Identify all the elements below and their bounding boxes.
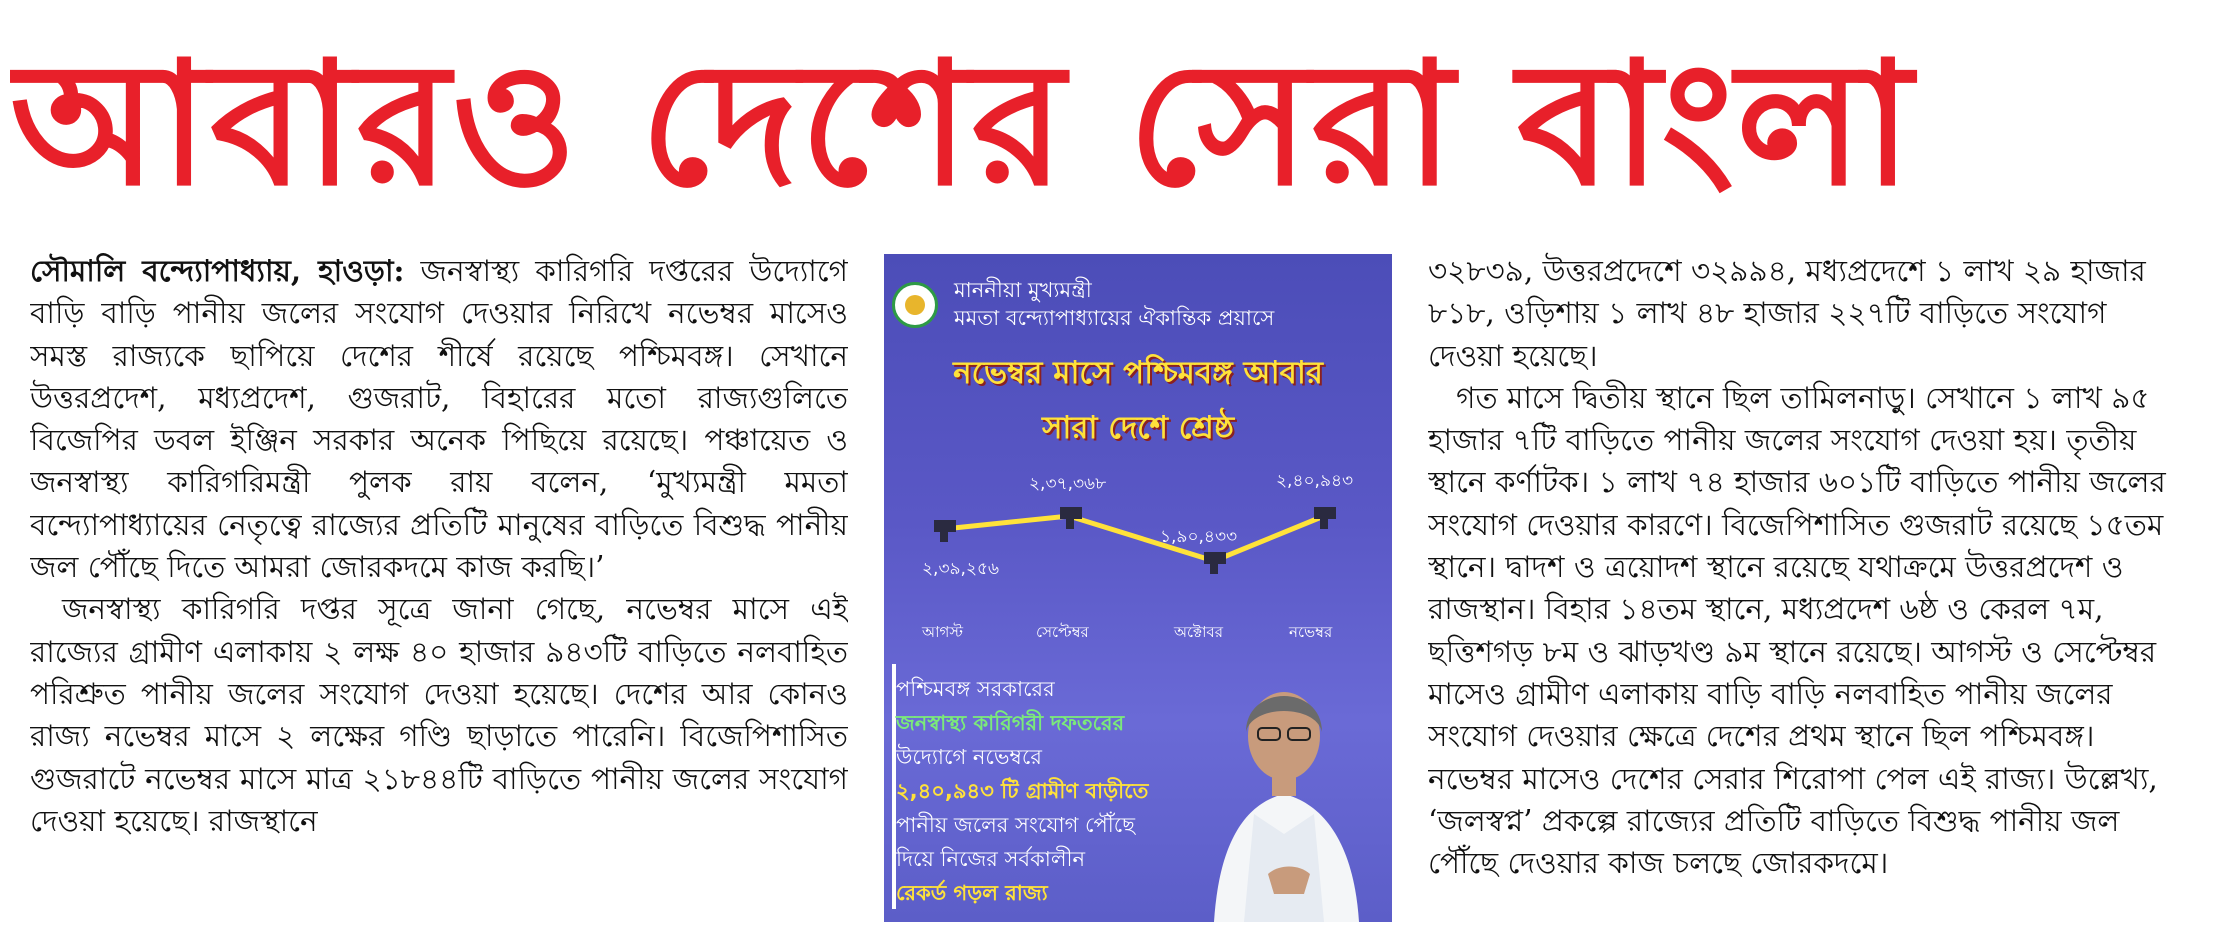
paragraph-2: জনস্বাস্থ্য কারিগরি দপ্তর সূত্রে জানা গেছে, নভেম্বর মাসে এই রাজ্যের গ্রামীণ এলাকায় ২ লক্ষ ৪০ হাজার ৯৪৩টি বাড়িতে নলবাহিত পরিশ্রুত পানীয় জলের সংযোগ দেওয়া হয়েছে। দেশের আর কোনও রাজ্য নভেম্বর মাসে ২ লক্ষের গণ্ডি ছাড়াতে পারেনি। বিজেপিশাসিত গুজরাটে নভেম্বর মাসে মাত্র ২১৮৪৪টি বাড়িতে পানীয় জলের সংযোগ দেওয়া হয়েছে। রাজস্থানে	[30, 592, 848, 838]
bullet-line-4: ২,৪০,৯৪৩ টি গ্রামীণ বাড়ীতে	[896, 779, 1149, 803]
trend-month-2: সেপ্টেম্বর	[1036, 623, 1089, 641]
bullet-line-7: রেকর্ড গড়ল রাজ্য	[896, 881, 1048, 905]
poster-line1: মাননীয়া মুখ্যমন্ত্রী	[954, 278, 1092, 302]
byline: সৌমালি বন্দ্যোপাধ্যায়, হাওড়া:	[30, 253, 405, 288]
infographic-poster	[884, 254, 1392, 922]
poster-heading-1: নভেম্বর মাসে পশ্চিমবঙ্গ আবার	[953, 355, 1323, 391]
bullet-line-3: উদ্যোগে নভেম্বরে	[896, 745, 1042, 769]
tap-icon-1	[934, 520, 956, 542]
monthly-connections-trend	[884, 454, 1392, 654]
headline: আবারও দেশের সেরা বাংলা	[10, 26, 1915, 224]
right-line-11: মাসেও গ্রামীণ এলাকায় বাড়ি বাড়ি নলবাহিত পানীয় জলের	[1428, 676, 2113, 711]
right-line-6: স্থানে কর্ণাটক। ১ লাখ ৭৪ হাজার ৬০১টি বাড়িতে পানীয় জলের	[1428, 465, 2166, 500]
trend-value-1: ২,৩৯,২৫৬	[922, 559, 1000, 579]
tap-icon-2	[1060, 507, 1082, 529]
trend-value-3: ১,৯০,৪৩৩	[1160, 527, 1238, 547]
paragraph-1-text: জনস্বাস্থ্য কারিগরি দপ্তরের উদ্যোগে বাড়ি বাড়ি পানীয় জলের সংযোগ দেওয়ার নিরিখে নভেম্বর মাসেও সমস্ত রাজ্যকে ছাপিয়ে দেশের শীর্ষে রয়েছে পশ্চিমবঙ্গ। সেখানে উত্তরপ্রদেশ, মধ্যপ্রদেশ, গুজরাট, বিহারের মতো রাজ্যগুলিতে বিজেপির ডবল ইঞ্জিন সরকার অনেক পিছিয়ে রয়েছে। পঞ্চায়েত ও জনস্বাস্থ্য কারিগরিমন্ত্রী পুলক রায় বলেন, ‘মুখ্যমন্ত্রী মমতা বন্দ্যোপাধ্যায়ের নেতৃত্বে রাজ্যের প্রতিটি মানুষের বাড়িতে বিশুদ্ধ পানীয় জল পৌঁছে দিতে আমরা জোরকদমে কাজ করছি।’	[30, 254, 848, 585]
right-line-9: রাজস্থান। বিহার ১৪তম স্থানে, মধ্যপ্রদেশ ৬ষ্ঠ ও কেরল ৭ম,	[1428, 592, 2104, 627]
right-line-7: সংযোগ দেওয়ার কারণে। বিজেপিশাসিত গুজরাট রয়েছে ১৫তম	[1428, 507, 2164, 542]
right-line-10: ছত্তিশগড় ৮ম ও ঝাড়খণ্ড ৯ম স্থানে রয়েছে। আগস্ট ও সেপ্টেম্বর	[1428, 634, 2157, 669]
tap-icon-4	[1314, 507, 1336, 529]
right-line-4: গত মাসে দ্বিতীয় স্থানে ছিল তামিলনাড়ু। সেখানে ১ লাখ ৯৫	[1428, 380, 2150, 415]
right-line-8: স্থানে। দ্বাদশ ও ত্রয়োদশ স্থানে রয়েছে যথাক্রমে উত্তরপ্রদেশ ও	[1428, 550, 2124, 585]
bullet-line-2: জনস্বাস্থ্য কারিগরী দফতরের	[896, 711, 1125, 735]
right-line-15: পৌঁছে দেওয়ার কাজ চলছে জোরকদমে।	[1428, 846, 1889, 881]
trend-line	[944, 516, 1324, 561]
right-line-1: ৩২৮৩৯, উত্তরপ্রদেশে ৩২৯৯৪, মধ্যপ্রদেশে ১ লাখ ২৯ হাজার	[1428, 254, 2146, 288]
trend-month-4: নভেম্বর	[1289, 623, 1333, 641]
article-left-column	[30, 250, 848, 940]
trend-month-1: আগস্ট	[922, 623, 963, 641]
trend-month-3: অক্টোবর	[1174, 623, 1224, 641]
tap-icon-3	[1204, 552, 1226, 574]
right-line-14: ‘জলস্বপ্ন’ প্রকল্পে রাজ্যের প্রতিটি বাড়িতে বিশুদ্ধ পানীয় জল	[1428, 803, 2120, 838]
poster-line2: মমতা বন্দ্যোপাধ্যায়ের ঐকান্তিক প্রয়াসে	[954, 306, 1275, 330]
bullet-line-5: পানীয় জলের সংযোগ পৌঁছে	[896, 813, 1135, 837]
trend-value-4: ২,৪০,৯৪৩	[1276, 471, 1354, 491]
trend-value-2: ২,৩৭,৩৬৮	[1029, 474, 1107, 494]
bullet-line-6: দিয়ে নিজের সর্বকালীন	[896, 847, 1086, 871]
right-line-13: নভেম্বর মাসেও দেশের সেরার শিরোপা পেল এই রাজ্য। উল্লেখ্য,	[1428, 761, 2158, 796]
article-right-column	[1428, 250, 2240, 940]
right-line-12: সংযোগ দেওয়ার ক্ষেত্রে দেশের প্রথম স্থানে ছিল পশ্চিমবঙ্গ।	[1428, 719, 2095, 754]
chief-minister-portrait-illustration	[1184, 644, 1384, 922]
bullet-line-1: পশ্চিমবঙ্গ সরকারের	[896, 677, 1055, 701]
right-line-3: দেওয়া হয়েছে।	[1428, 338, 1598, 373]
government-emblem-icon	[892, 282, 938, 328]
right-line-2: ৮১৮, ওড়িশায় ১ লাখ ৪৮ হাজার ২২৭টি বাড়িতে সংযোগ	[1428, 296, 2107, 331]
right-line-5: হাজার ৭টি বাড়িতে পানীয় জলের সংযোগ দেওয়া হয়। তৃতীয়	[1428, 423, 2137, 458]
poster-bullets	[896, 672, 1196, 910]
paragraph-1	[30, 250, 848, 588]
poster-heading-2: সারা দেশে শ্রেষ্ঠ	[1041, 410, 1235, 446]
